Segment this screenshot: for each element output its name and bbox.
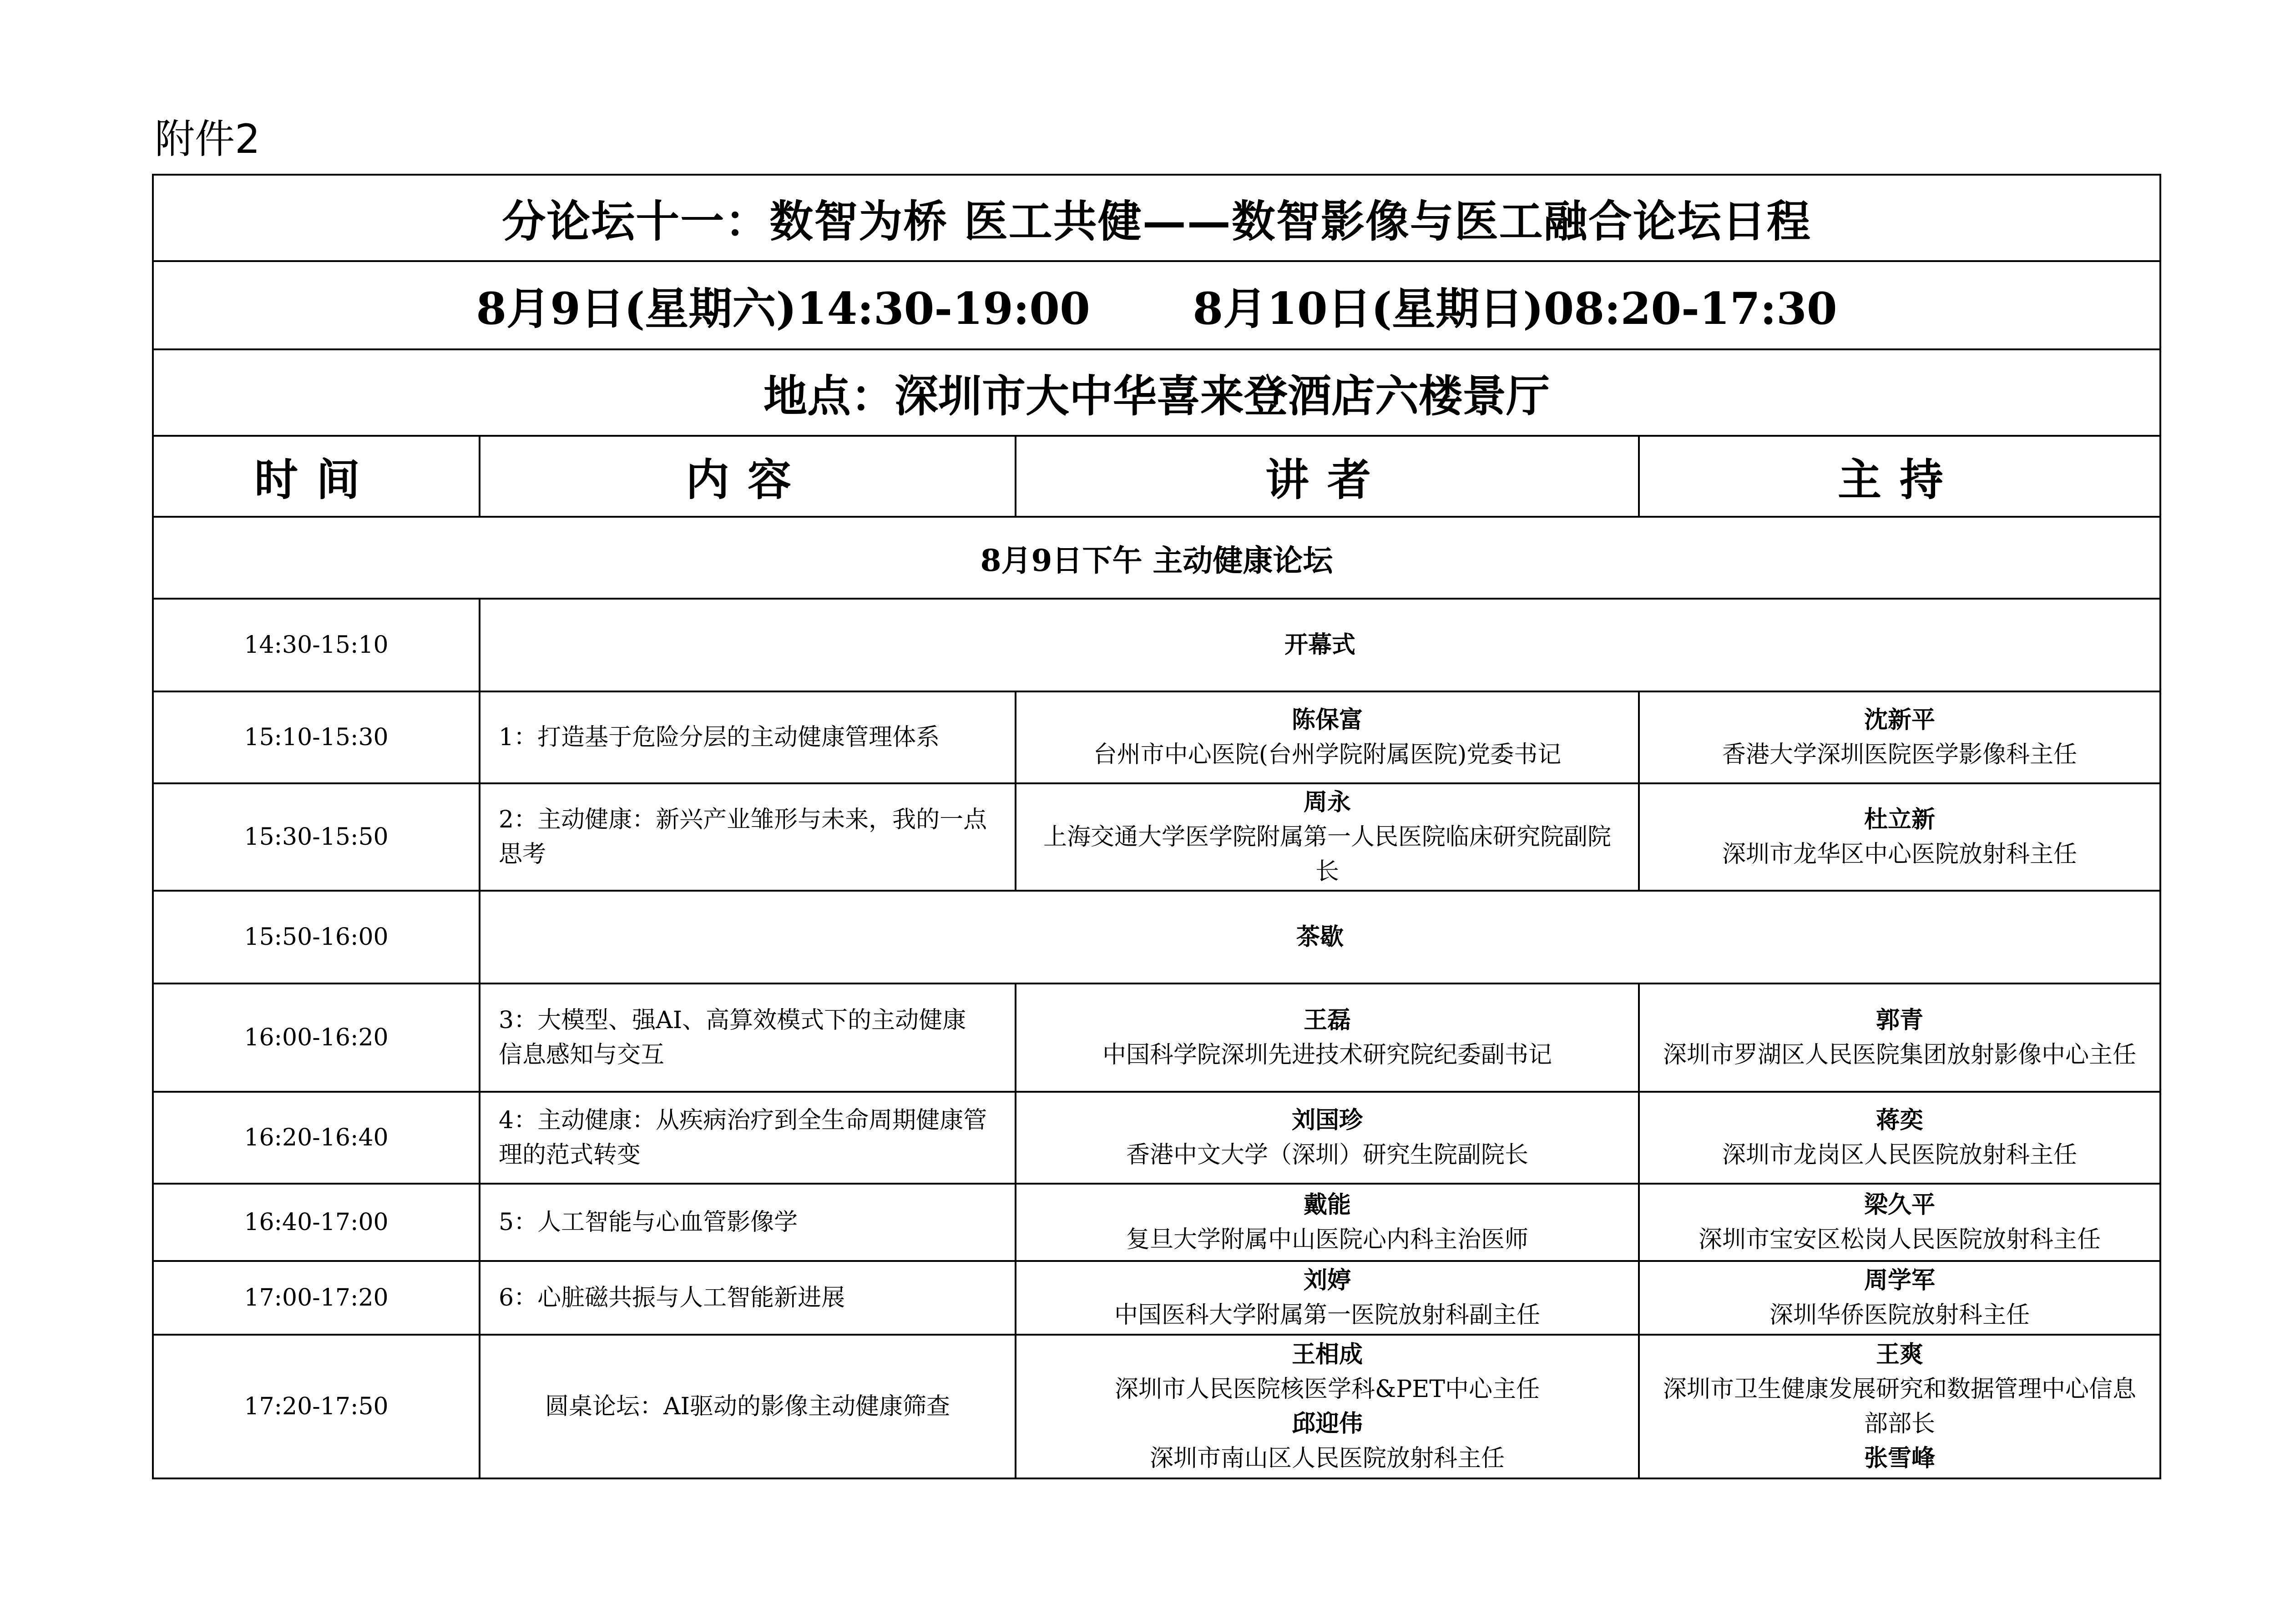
opening-ceremony: 开幕式 xyxy=(480,599,2160,691)
date-row xyxy=(153,261,2160,349)
speaker-affiliation: 香港中文大学（深圳）研究生院副院长 xyxy=(1126,1141,1528,1169)
forum-title: 分论坛十一：数智为桥 医工共健——数智影像与医工融合论坛日程 xyxy=(153,175,2160,261)
row-time: 15:50-16:00 xyxy=(153,891,480,983)
speaker-name: 王磊 xyxy=(1303,1006,1351,1034)
header-content: 内容 xyxy=(480,436,1016,517)
speaker-affiliation: 复旦大学附属中山医院心内科主治医师 xyxy=(1126,1226,1528,1253)
row-host xyxy=(1639,783,2160,891)
schedule-table xyxy=(152,174,2161,1479)
row-speaker xyxy=(1016,1261,1639,1335)
row-host xyxy=(1639,1092,2160,1184)
row-speaker xyxy=(1016,1092,1639,1184)
header-time: 时间 xyxy=(153,436,480,517)
row-speaker xyxy=(1016,983,1639,1092)
row-host xyxy=(1639,1261,2160,1335)
row-speaker xyxy=(1016,783,1639,891)
location: 地点：深圳市大中华喜来登酒店六楼景厅 xyxy=(153,349,2160,436)
row-time: 16:40-17:00 xyxy=(153,1184,480,1261)
row-content: 6：心脏磁共振与人工智能新进展 xyxy=(480,1261,1016,1335)
speaker-affiliation: 台州市中心医院(台州学院附属医院)党委书记 xyxy=(1093,741,1562,768)
table-row xyxy=(153,1335,2160,1478)
host-affiliation: 深圳市罗湖区人民医院集团放射影像中心主任 xyxy=(1663,1041,2137,1069)
row-host xyxy=(1639,691,2160,783)
host-name: 王爽 xyxy=(1876,1341,1924,1368)
host-name: 蒋奕 xyxy=(1876,1106,1924,1134)
row-host xyxy=(1639,983,2160,1092)
host-affiliation: 深圳市龙华区中心医院放射科主任 xyxy=(1722,841,2078,868)
row-content: 4：主动健康：从疾病治疗到全生命周期健康管理的范式转变 xyxy=(480,1092,1016,1184)
row-speaker xyxy=(1016,1335,1639,1478)
table-row xyxy=(153,1184,2160,1261)
row-content: 3：大模型、强AI、高算效模式下的主动健康信息感知与交互 xyxy=(480,983,1016,1092)
host-affiliation: 香港大学深圳医院医学影像科主任 xyxy=(1722,741,2078,768)
row-time: 17:00-17:20 xyxy=(153,1261,480,1335)
speaker-affiliation: 深圳市南山区人民医院放射科主任 xyxy=(1149,1445,1505,1472)
speaker-name: 戴能 xyxy=(1303,1191,1351,1219)
row-speaker xyxy=(1016,1184,1639,1261)
session-title: 8月9日下午 主动健康论坛 xyxy=(153,517,2160,599)
row-content: 2：主动健康：新兴产业雏形与未来，我的一点思考 xyxy=(480,783,1016,891)
header-host: 主持 xyxy=(1639,436,2160,517)
row-time: 17:20-17:50 xyxy=(153,1335,480,1478)
speaker-name: 邱迎伟 xyxy=(1291,1410,1363,1437)
row-time: 16:20-16:40 xyxy=(153,1092,480,1184)
table-row xyxy=(153,783,2160,891)
speaker-name: 刘婷 xyxy=(1303,1266,1351,1294)
title-row xyxy=(153,175,2160,261)
speaker-affiliation: 上海交通大学医学院附属第一人民医院临床研究院副院长 xyxy=(1043,823,1611,885)
host-name: 沈新平 xyxy=(1864,706,1936,734)
host-name: 张雪峰 xyxy=(1864,1444,1936,1472)
table-row xyxy=(153,1092,2160,1184)
speaker-name: 王相成 xyxy=(1291,1341,1363,1368)
row-time: 15:30-15:50 xyxy=(153,783,480,891)
speaker-affiliation: 深圳市人民医院核医学科&PET中心主任 xyxy=(1115,1376,1540,1403)
header-row xyxy=(153,436,2160,517)
table-row xyxy=(153,691,2160,783)
location-row xyxy=(153,349,2160,436)
row-speaker xyxy=(1016,691,1639,783)
speaker-name: 周永 xyxy=(1303,788,1351,816)
table-row xyxy=(153,1261,2160,1335)
row-time: 15:10-15:30 xyxy=(153,691,480,783)
speaker-name: 刘国珍 xyxy=(1291,1106,1363,1134)
row-content: 5：人工智能与心血管影像学 xyxy=(480,1184,1016,1261)
table-row xyxy=(153,599,2160,691)
tea-break: 茶歇 xyxy=(480,891,2160,983)
attachment-label: 附件2 xyxy=(155,116,260,162)
row-time: 14:30-15:10 xyxy=(153,599,480,691)
row-time: 16:00-16:20 xyxy=(153,983,480,1092)
host-name: 梁久平 xyxy=(1864,1191,1936,1219)
speaker-affiliation: 中国科学院深圳先进技术研究院纪委副书记 xyxy=(1102,1041,1552,1069)
row-content: 1：打造基于危险分层的主动健康管理体系 xyxy=(480,691,1016,783)
date-line: 8月9日(星期六)14:30-19:00 8月10日(星期日)08:20-17:30 xyxy=(153,261,2160,349)
speaker-name: 陈保富 xyxy=(1291,706,1363,734)
host-affiliation: 深圳市龙岗区人民医院放射科主任 xyxy=(1722,1141,2078,1169)
row-host xyxy=(1639,1335,2160,1478)
host-name: 郭青 xyxy=(1876,1006,1924,1034)
header-speaker: 讲者 xyxy=(1016,436,1639,517)
host-affiliation: 深圳华侨医院放射科主任 xyxy=(1769,1301,2030,1329)
host-name: 杜立新 xyxy=(1864,806,1936,833)
row-host xyxy=(1639,1184,2160,1261)
table-row xyxy=(153,891,2160,983)
host-affiliation: 深圳市卫生健康发展研究和数据管理中心信息部部长 xyxy=(1663,1376,2137,1437)
speaker-affiliation: 中国医科大学附属第一医院放射科副主任 xyxy=(1114,1301,1540,1329)
row-content: 圆桌论坛：AI驱动的影像主动健康筛查 xyxy=(480,1335,1016,1478)
host-name: 周学军 xyxy=(1864,1266,1936,1294)
table-row xyxy=(153,983,2160,1092)
session-row xyxy=(153,517,2160,599)
host-affiliation: 深圳市宝安区松岗人民医院放射科主任 xyxy=(1699,1226,2101,1253)
